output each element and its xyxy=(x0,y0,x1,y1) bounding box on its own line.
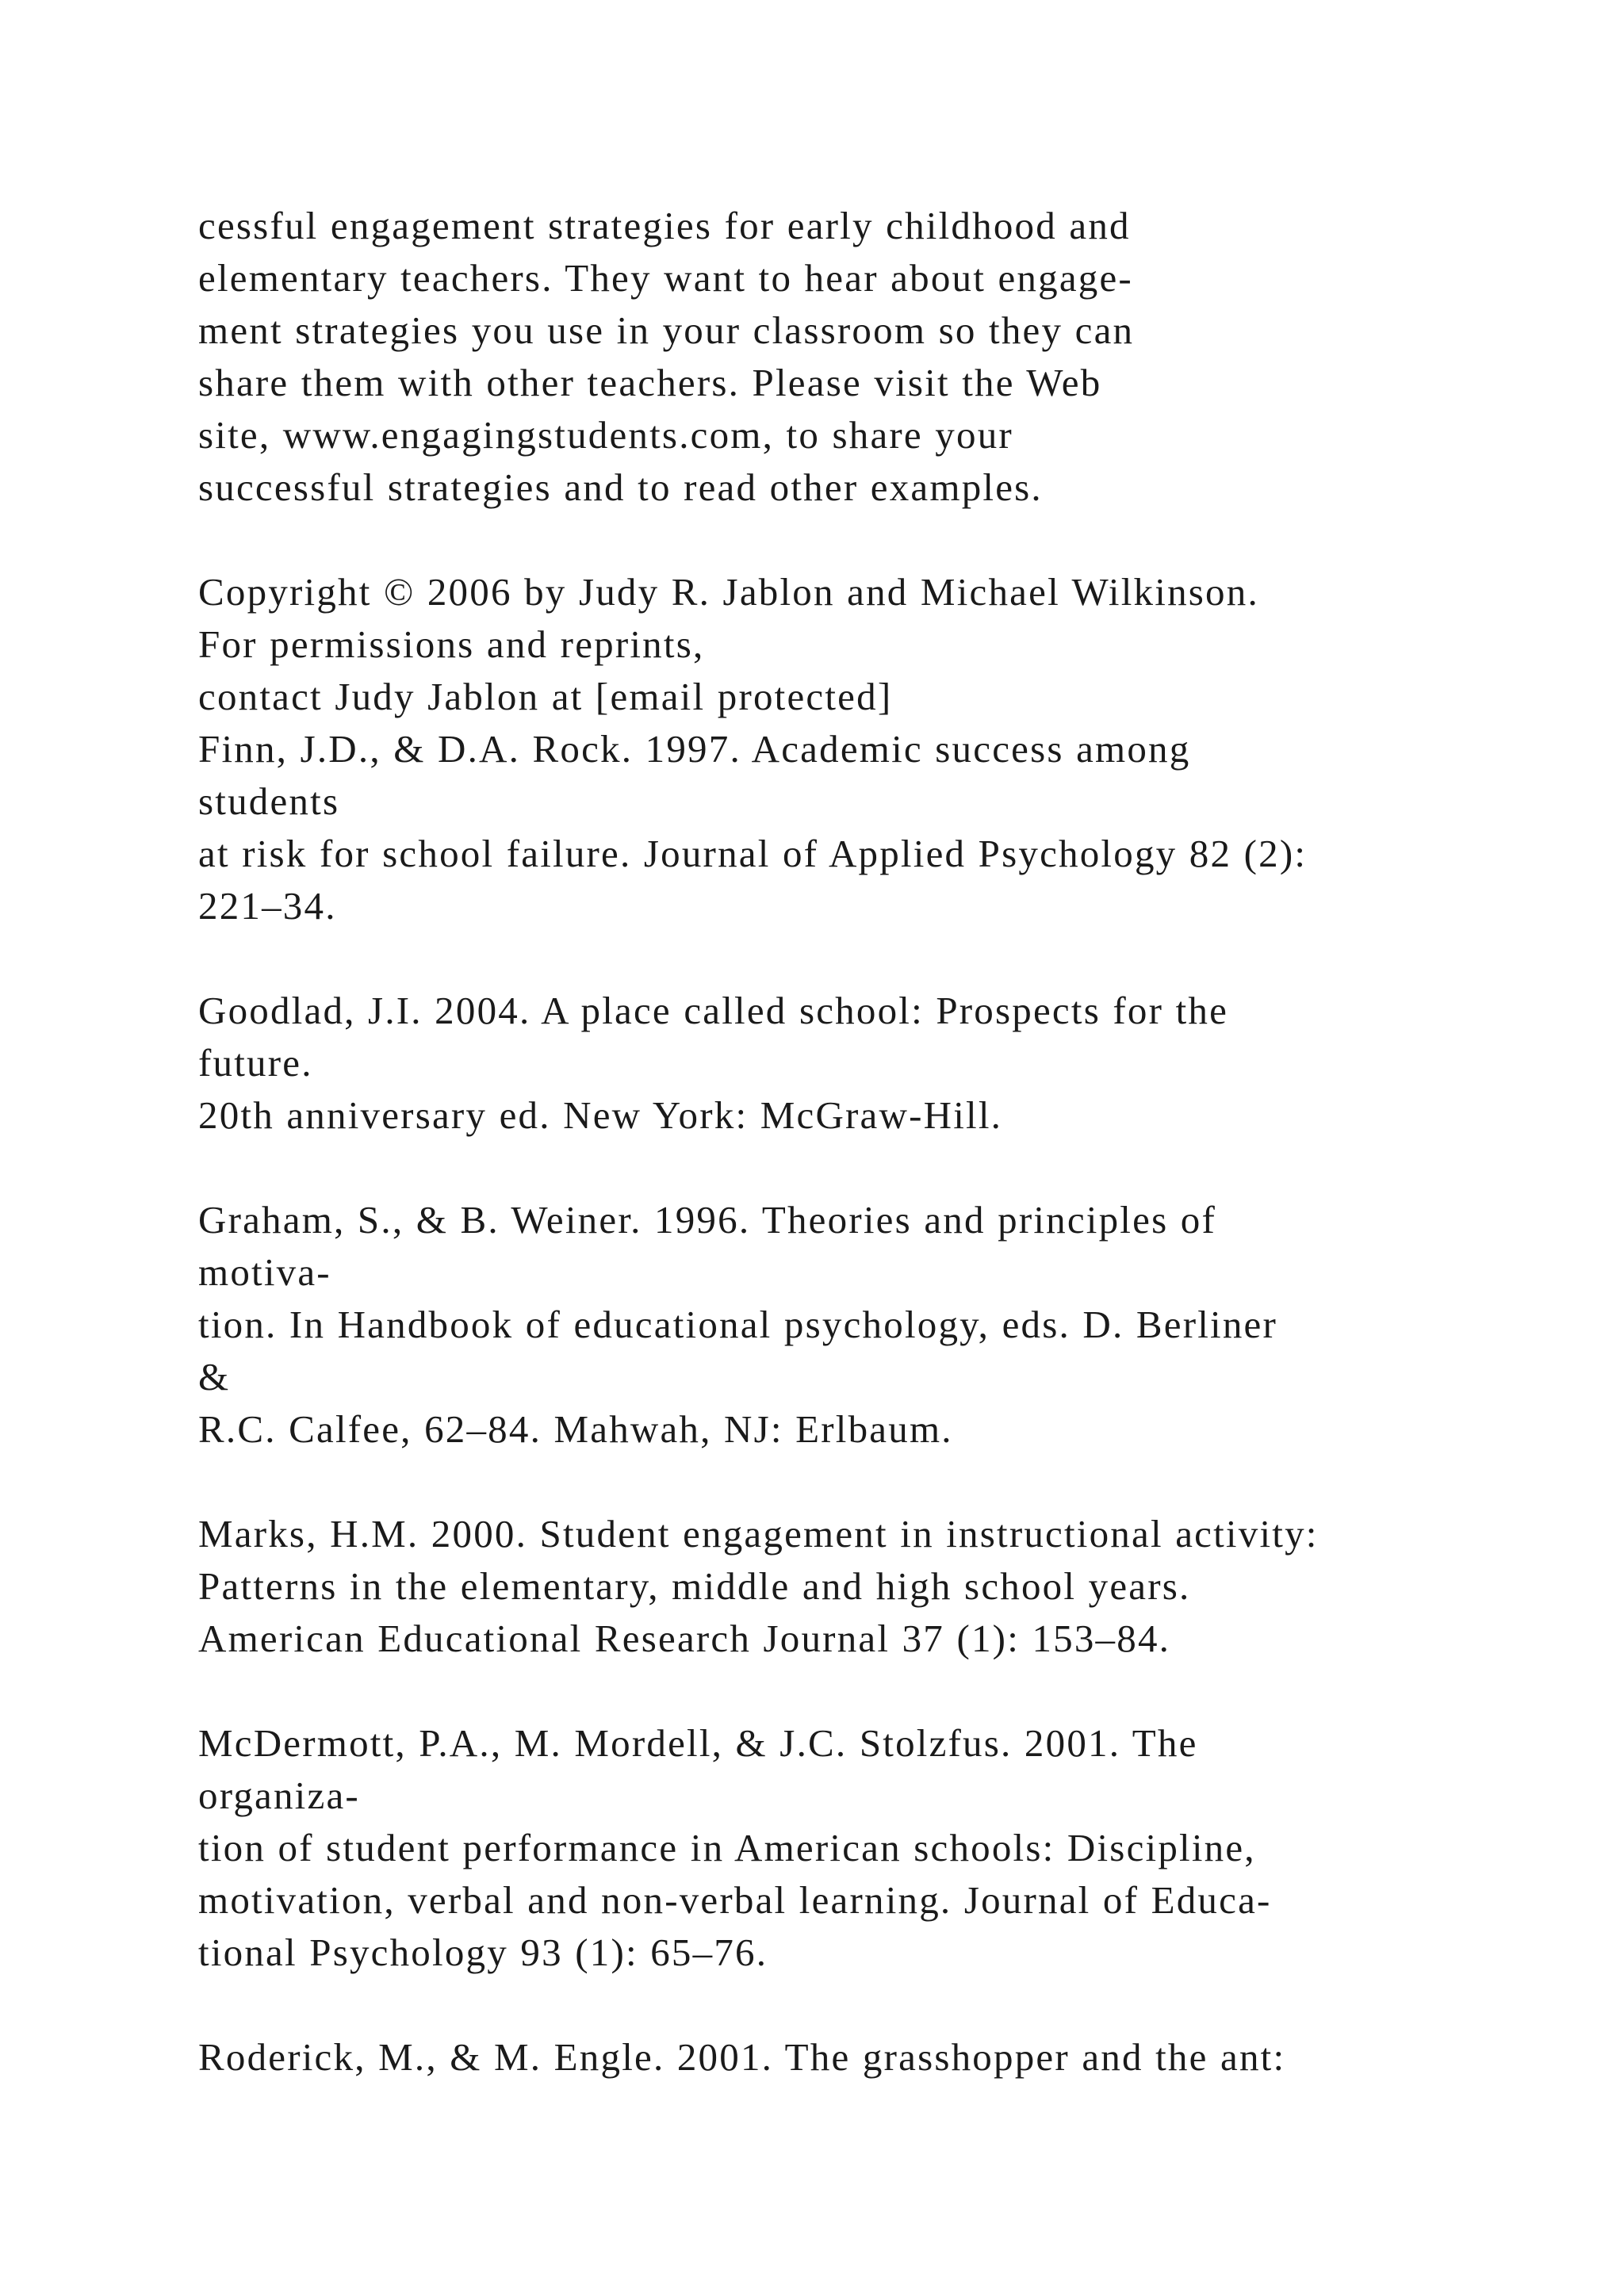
text-line: tion. In Handbook of educational psychology, eds. D. Berliner xyxy=(198,1303,1278,1346)
text-line: motiva- xyxy=(198,1250,331,1294)
text-line: Marks, H.M. 2000. Student engagement in instructional activity: xyxy=(198,1512,1319,1556)
text-line: tion of student performance in American schools: Discipline, xyxy=(198,1826,1256,1869)
text-line: & xyxy=(198,1355,231,1399)
text-line: Copyright © 2006 by Judy R. Jablon and Michael Wilkinson. xyxy=(198,570,1259,614)
reference-entry xyxy=(198,723,1546,932)
text-line: ment strategies you use in your classroom so they can xyxy=(198,308,1135,352)
text-line: cessful engagement strategies for early childhood and xyxy=(198,204,1131,247)
paragraph-gap xyxy=(198,932,1546,985)
text-line: contact Judy Jablon at [email protected] xyxy=(198,675,893,718)
text-line: Finn, J.D., & D.A. Rock. 1997. Academic success among xyxy=(198,727,1191,771)
text-line: at risk for school failure. Journal of Applied Psychology 82 (2): xyxy=(198,832,1308,875)
text-line: McDermott, P.A., M. Mordell, & J.C. Stolzfus. 2001. The xyxy=(198,1721,1198,1765)
text-line: organiza- xyxy=(198,1774,360,1817)
text-line: motivation, verbal and non-verbal learning. Journal of Educa- xyxy=(198,1878,1272,1922)
text-line: 221–34. xyxy=(198,884,337,928)
text-line: future. xyxy=(198,1041,313,1085)
reference-entry xyxy=(198,2031,1546,2084)
reference-entry xyxy=(198,985,1546,1142)
text-line: Graham, S., & B. Weiner. 1996. Theories and principles of xyxy=(198,1198,1217,1242)
text-line: tional Psychology 93 (1): 65–76. xyxy=(198,1931,768,1974)
text-line: Patterns in the elementary, middle and high school years. xyxy=(198,1564,1191,1608)
text-line: American Educational Research Journal 37 (1): 153–84. xyxy=(198,1617,1171,1660)
reference-entry xyxy=(198,1508,1546,1665)
text-line: R.C. Calfee, 62–84. Mahwah, NJ: Erlbaum. xyxy=(198,1407,953,1451)
paragraph-gap xyxy=(198,1142,1546,1194)
paragraph-gap xyxy=(198,1665,1546,1717)
paragraph-gap xyxy=(198,1979,1546,2031)
text-line: students xyxy=(198,779,340,823)
text-line: site, www.engagingstudents.com, to share your xyxy=(198,413,1013,457)
reference-entry xyxy=(198,1194,1546,1456)
text-line: successful strategies and to read other examples. xyxy=(198,465,1043,509)
document-page xyxy=(198,200,1546,2084)
intro-paragraph xyxy=(198,200,1546,514)
text-line: Goodlad, J.I. 2004. A place called school: Prospects for the xyxy=(198,989,1229,1032)
text-line: share them with other teachers. Please visit the Web xyxy=(198,361,1102,404)
text-line: Roderick, M., & M. Engle. 2001. The grasshopper and the ant: xyxy=(198,2035,1286,2079)
copyright-notice xyxy=(198,566,1546,723)
text-line: For permissions and reprints, xyxy=(198,622,705,666)
paragraph-gap xyxy=(198,1456,1546,1508)
reference-entry xyxy=(198,1717,1546,1979)
paragraph-gap xyxy=(198,514,1546,566)
text-line: elementary teachers. They want to hear about engage- xyxy=(198,256,1133,300)
text-line: 20th anniversary ed. New York: McGraw-Hill. xyxy=(198,1093,1003,1137)
